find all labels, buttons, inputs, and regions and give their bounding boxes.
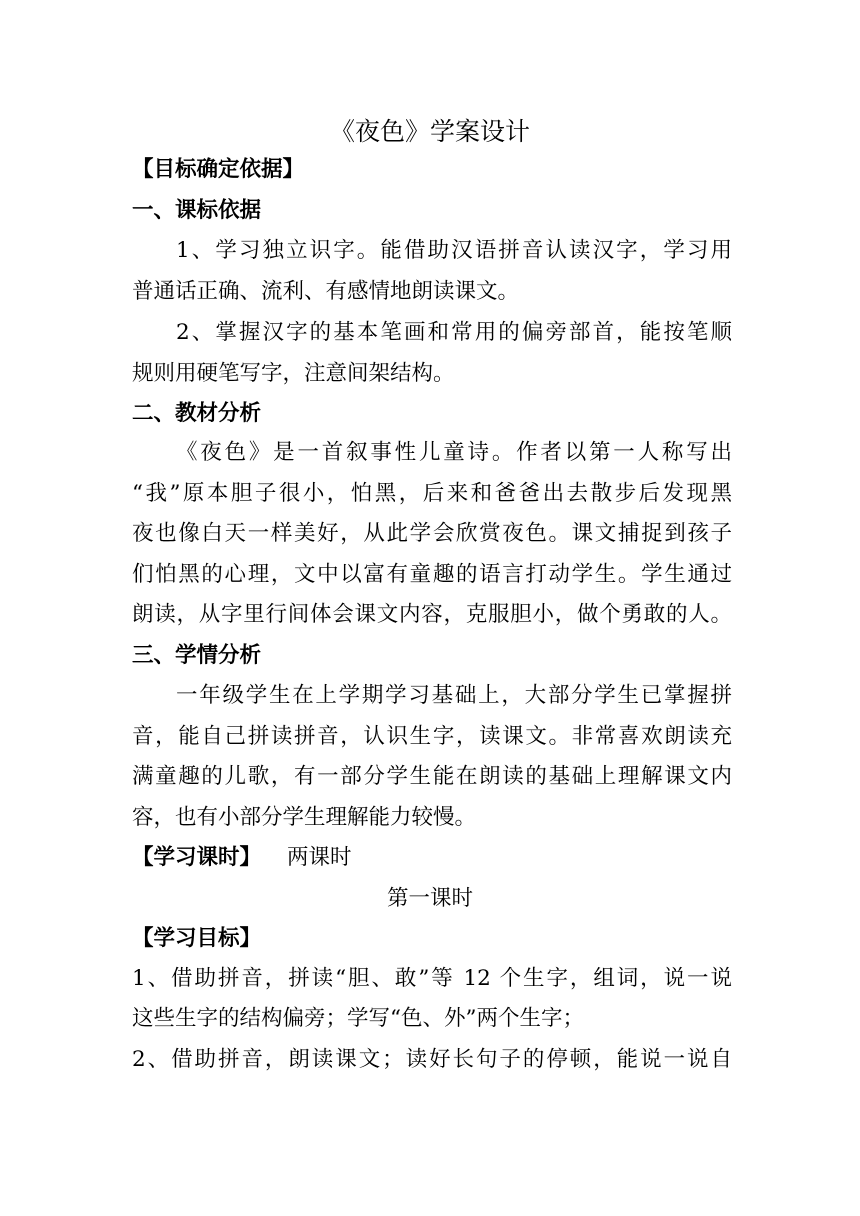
part2-line-4: 们怕黑的心理，文中以富有童趣的语言打动学生。学生通过: [132, 562, 732, 587]
objective-line-1: 1、借助拼音，拼读“胆、敢”等 12 个生字，组词，说一说: [132, 966, 732, 991]
part2-line-2: “我”原本胆子很小，怕黑，后来和爸爸出去散步后发现黑: [132, 481, 732, 506]
part2-line-3: 夜也像白天一样美好，从此学会欣赏夜色。课文捕捉到孩子: [132, 521, 732, 546]
objective-line-2: 这些生字的结构偏旁；学写“色、外”两个生字；: [132, 1006, 584, 1031]
part1-heading: 一、课标依据: [132, 198, 262, 223]
part3-line-1: 一年级学生在上学期学习基础上，大部分学生已掌握拼: [176, 683, 732, 708]
section-basis-heading: 【目标确定依据】: [132, 157, 305, 182]
document-title: 《夜色》学案设计: [329, 117, 530, 146]
part2-heading: 二、教材分析: [132, 401, 262, 426]
part1-line-1: 1、学习独立识字。能借助汉语拼音认读汉字，学习用: [176, 238, 732, 263]
part2-line-1: 《夜色》是一首叙事性儿童诗。作者以第一人称写出: [176, 440, 732, 465]
part2-line-5: 朗读，从字里行间体会课文内容，克服胆小，做个勇敢的人。: [132, 602, 732, 627]
part3-line-3: 满童趣的儿歌，有一部分学生能在朗读的基础上理解课文内: [132, 764, 732, 789]
objective-line-3: 2、借助拼音，朗读课文；读好长句子的停顿，能说一说自: [132, 1047, 732, 1072]
part1-line-2: 普通话正确、流利、有感情地朗读课文。: [132, 279, 520, 304]
part3-line-4: 容，也有小部分学生理解能力较慢。: [132, 805, 477, 830]
part1-line-4: 规则用硬笔写字，注意间架结构。: [132, 361, 455, 386]
part1-line-3: 2、掌握汉字的基本笔画和常用的偏旁部首，能按笔顺: [176, 320, 732, 345]
lesson-hours-value: 两课时: [287, 845, 352, 870]
part3-line-2: 音，能自己拼读拼音，认识生字，读课文。非常喜欢朗读充: [132, 724, 732, 749]
lesson-hours-label: 【学习课时】: [132, 845, 262, 870]
first-lesson-heading: 第一课时: [386, 886, 473, 911]
objectives-heading: 【学习目标】: [132, 926, 262, 951]
part3-heading: 三、学情分析: [132, 643, 262, 668]
lesson-hours: [132, 843, 732, 873]
